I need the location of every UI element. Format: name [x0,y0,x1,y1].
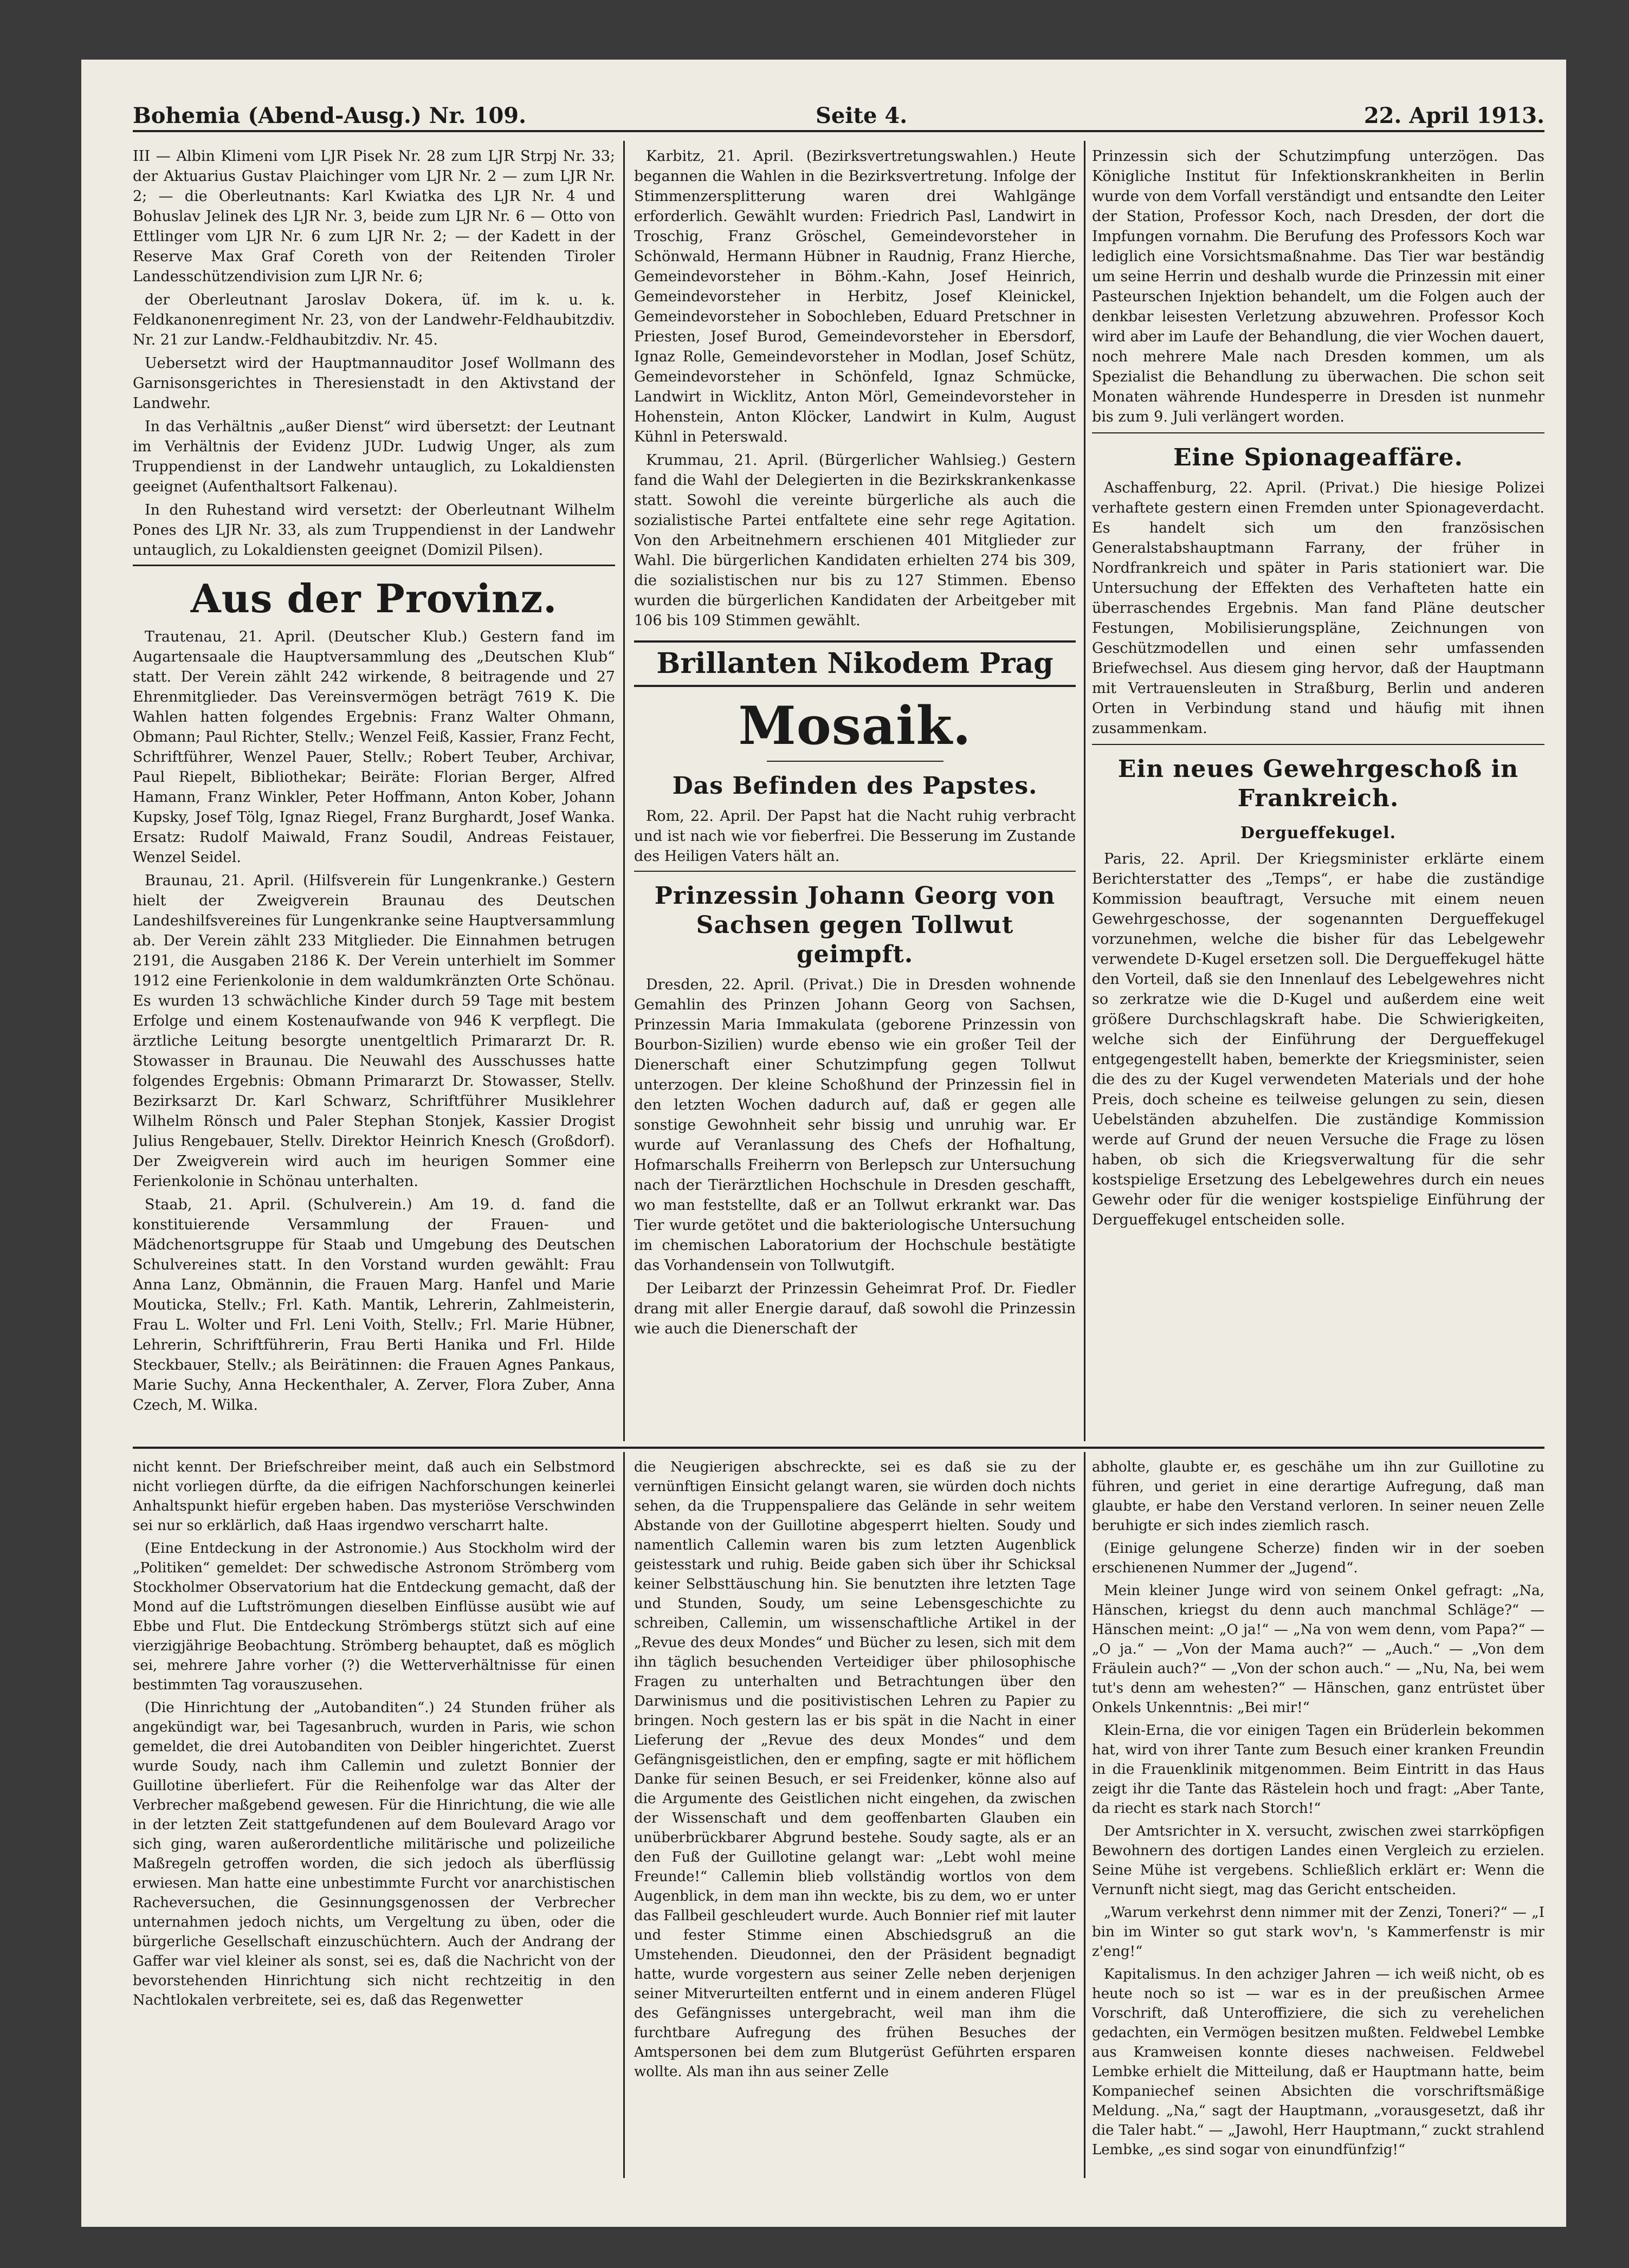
column-divider-1 [623,141,625,1441]
bottom-column-2 [634,1457,1076,2178]
article-paragraph: In das Verhältnis „außer Dienst“ wird übersetzt: der Leutnant im Verhältnis der Evidenz JUDr. Ludwig Unger, als zum Truppendienst in der Landwehr untauglich, zu Lokaldiensten geeignet (Aufenthaltsort Falkenau). [133,418,615,495]
article-staab: Staab, 21. April. (Schulverein.) Am 19. d. fand die konstituierende Versammlung der Frauen- und Mädchenortsgruppe für Staab und Umgebung des Deutschen Schulvereines statt. In den Vorstand wurden gewählt: Frau Anna Lanz, Obmännin, die Frauen Marg. Hanfel und Marie Mouticka, Stellv.; Frl. Kath. Mantik, Lehrerin, Zahlmeisterin, Frau L. Wolter und Frl. Leni Voith, Stellv.; Frl. Marie Hübner, Lehrerin, Schriftführerin, Frau Berti Hanika und Frl. Hilde Steckbauer, Stellv.; als Beirätinnen: die Frauen Agnes Pankaus, Marie Suchy, Anna Heckenthaler, A. Zerver, Flora Zuber, Anna Czech, M. Wilka. [133,1196,615,1414]
advertisement-banner: Brillanten Nikodem Prag [634,640,1076,687]
divider [133,565,615,566]
article-hinrichtung: (Die Hinrichtung der „Autobanditen“.) 24 Stunden früher als angekündigt war, bei Tagesanbruch, wurden in Paris, wie schon gemeldet, die drei Autobanditen von Deibler hingerichtet. Zuerst wurde Soudy, nach ihm Callemin und zuletzt Bonnier der Guillotine überliefert. Für die Reihenfolge war das Alter der Verbrecher maßgebend gewesen. Für die Hinrichtung, die wie alle in der letzten Zeit stattgefundenen auf dem Boulevard Arago vor sich ging, waren außerordentliche militärische und polizeiliche Maßregeln getroffen worden, die sich jedoch als überflüssig erwiesen. Man hatte eine unbestimmte Furcht vor anarchistischen Racheversuchen, die Gesinnungsgenossen der Verbrecher unternahmen jedoch nichts, um Vergeltung zu üben, oder die bürgerliche Gesellschaft einzuschüchtern. Auch der Andrang der Gaffer war viel kleiner als sonst, sei es, daß die Nachricht von der bevorstehenden Hinrichtung sich nicht rechtzeitig in den Nachtlokalen verbreitete, sei es, daß das Regenwetter [133,1700,615,2008]
article-paragraph: nicht kennt. Der Briefschreiber meint, daß auch ein Selbstmord nicht vorliegen dürfte, da die eifrigen Nachforschungen keinerlei Anhaltspunkt hiefür ergeben haben. Das mysteriöse Verschwinden sei nur so erklärlich, daß Haas irgendwo verscharrt halte. [133,1459,615,1534]
header-rule [133,130,1544,132]
column-divider-4 [1084,1452,1085,2178]
article-paragraph: die Neugierigen abschreckte, sei es daß sie zu der vernünftigen Einsicht gelangt waren, sie würden doch nichts sehen, da die Truppenspaliere das Gelände in sehr weitem Abstande von der Guillotine abgesperrt hielten. Soudy und namentlich Callemin waren bis zum letzten Augenblick geistesstark und ruhig. Beide gaben sich über ihr Schicksal keiner Selbsttäuschung hin. Sie benutzten ihre letzten Tage und Stunden, Soudy, um seine Lebensgeschichte zu schreiben, Callemin, um wissenschaftliche Artikel in der „Revue des deux Mondes“ und Bücher zu lesen, sich mit dem ihn täglich besuchenden Verteidiger über philosophische Fragen zu unterhalten und Betrachtungen über den Darwinismus und die positivistischen Lehren zu Papier zu bringen. Noch gestern las er bis spät in die Nacht in einer Lieferung der „Revue des deux Mondes“ und dem Gefängnisgeistlichen, den er empfing, sagte er mit höflichem Danke für seinen Besuch, er sei Freidenker, könne also auf die Argumente des Geistlichen nicht eingehen, da zwischen der Wissenschaft und dem geoffenbarten Glauben ein unüberbrückbarer Abgrund bestehe. Soudy sagte, als er an den Fuß der Guillotine gelangt war: „Lebt wohl meine Freunde!“ Callemin blieb vollständig wortlos von dem Augenblick, in dem man ihn weckte, bis zu dem, wo er unter das Fallbeil geschleudert wurde. Auch Bonnier rief mit lauter und fester Stimme einen Abschiedsgruß an die Umstehenden. Dieudonnei, den der Präsident begnadigt hatte, wurde vorgestern aus seiner Zelle neben derjenigen seiner Mitverurteilten entfernt und in einem anderen Flügel des Gefängnisses untergebracht, weil man ihm die furchtbare Aufregung des frühen Besuches der Amtspersonen bei dem zum Blutgerüst Geführten ersparen wollte. Als man ihn aus seiner Zelle [634,1459,1076,2080]
article-rom: Rom, 22. April. Der Papst hat die Nacht ruhig verbracht und ist nach wie vor fieberfrei. Die Besserung im Zustande des Heiligen Vaters hält an. [634,808,1076,865]
article-scherze: (Einige gelungene Scherze) finden wir in der soeben erschienenen Nummer der „Jugend“. [1092,1540,1544,1576]
joke-paragraph: Klein-Erna, die vor einigen Tagen ein Brüderlein bekommen hat, wird von ihrer Tante zum Besuch einer kranken Freundin in die Frauenklinik mitgenommen. Beim Eintritt in das Haus zeigt ihr die Tante das Rästelein hoch und fragt: „Aber Tante, da riecht es stark nach Storch!“ [1092,1722,1544,1817]
divider [767,761,943,762]
divider [1092,744,1544,745]
subheadline-kugel: Dergueffekugel. [1240,824,1397,843]
article-astronomie: (Eine Entdeckung in der Astronomie.) Aus Stockholm wird der „Politiken“ gemeldet: Der schwedische Astronom Strömberg vom Stockholmer Observatorium hat die Entdeckung gemacht, daß der Mond auf die Luftströmungen dieselben Einflüsse ausübt wie auf Ebbe und Flut. Die Entdeckung Strömbergs stützt sich auf eine vierzigjährige Beobachtung. Strömberg behauptet, daß es möglich sei, mehrere Jahre vorher (?) die Wetterverhältnisse für einen bestimmten Tag vorauszusehen. [133,1540,615,1693]
column-divider-3 [623,1452,625,2178]
article-continuation: Prinzessin sich der Schutzimpfung unterzögen. Das Königliche Institut für Infektionskrankheiten in Berlin wurde von dem Vorfall verständigt und entsandte den Leiter der Station, Professor Koch, nach Dresden, der dort die Impfungen vornahm. Die Berufung des Professors Koch war lediglich eine Vorsichtsmaßnahme. Das Tier war beständig um seine Herrin und deshalb wurde die Prinzessin mit einer Pasteurschen Injektion behandelt, um die Folgen auch der denkbar leisesten Verletzung abzuwehren. Professor Koch wird aber im Laufe der Behandlung, die vier Wochen dauert, noch mehrere Male nach Dresden kommen, um als Spezialist die Behandlung zu überwachen. Die schon seit Monaten währende Hundesperre in Dresden ist nunmehr bis zum 9. Juli verlängert worden. [1092,148,1544,425]
section-divider-rule [133,1447,1544,1449]
joke-paragraph: Der Amtsrichter in X. versucht, zwischen zwei starrköpfigen Bewohnern des dortigen Landes einen Vergleich zu erzielen. Seine Mühe ist vergebens. Schließlich erklärt er: Wenn die Vernunft nicht siegt, mag das Gericht entscheiden. [1092,1823,1544,1898]
section-heading-provinz: Aus der Provinz. [190,575,558,621]
newspaper-page [81,60,1566,2227]
article-paragraph: der Oberleutnant Jaroslav Dokera, üf. im k. u. k. Feldkanonenregiment Nr. 23, von der Landwehr-Feldhaubitzdiv. Nr. 21 zur Landw.-Feldhaubitzdiv. Nr. 45. [133,291,615,348]
divider [634,871,1076,872]
article-paragraph: In den Ruhestand wird versetzt: der Oberleutnant Wilhelm Pones des LJR Nr. 33, als zum Truppendienst in der Landwehr untauglich, zu Lokaldiensten geeignet (Domizil Pilsen). [133,502,615,559]
article-aschaffenburg: Aschaffenburg, 22. April. (Privat.) Die hiesige Polizei verhaftete gestern einen Fremden unter Spionageverdacht. Es handelt sich um den französischen Generalstabshauptmann Farrany, der früher in Nordfrankreich und später in Paris stationiert war. Die Untersuchung der Effekten des Verhafteten hatte ein überraschendes Ergebnis. Man fand Pläne deutscher Festungen, Mobilisierungspläne, Zeichnungen von Geschützmodellen und einen sehr umfassenden Briefwechsel. Aus diesem ging hervor, daß der Hauptmann mit Vertrauensleuten in Straßburg, Berlin und anderen Orten in Verbindung stand und häufig mit ihnen zusammenkam. [1092,479,1544,737]
section-heading-mosaik: Mosaik. [738,695,972,756]
masthead-title: Bohemia (Abend-Ausg.) Nr. 109. [133,103,527,128]
column-3 [1092,146,1544,1441]
article-paragraph: III — Albin Klimeni vom LJR Pisek Nr. 28 zum LJR Strpj Nr. 33; der Aktuarius Gustav Plaichinger vom LJR Nr. 2 — zum LJR Nr. 2; — die Oberleutnants: Karl Kwiatka des LJR Nr. 4 und Bohuslav Jelinek des LJR Nr. 3, beide zum LJR Nr. 6 — Otto von Ettlinger vom LJR Nr. 6 zum LJR Nr. 2; — der Kadett in der Reserve Max Graf Coreth von der Reitenden Tiroler Landesschützendivision zum LJR Nr. 6; [133,148,615,285]
page-header [133,103,1544,146]
article-karbitz: Karbitz, 21. April. (Bezirksvertretungswahlen.) Heute begannen die Wahlen in die Bezirksvertretung. Infolge der Stimmenzersplitterung waren drei Wahlgänge erforderlich. Gewählt wurden: Friedrich Pasl, Landwirt in Troschig, Franz Gröschel, Gemeindevorsteher in Schönwald, Hermann Hübner in Raudnig, Franz Hierche, Gemeindevorsteher in Böhm.-Kahn, Josef Heinrich, Gemeindevorsteher in Herbitz, Josef Kleinickel, Gemeindevorsteher in Sobochleben, Eduard Pretschner in Priesten, Josef Burod, Gemeindevorsteher in Ebersdorf, Ignaz Rolle, Gemeindevorsteher in Modlan, Josef Schütz, Gemeindevorsteher in Schönfeld, Ignaz Schmücke, Landwirt in Wicklitz, Anton Mörl, Gemeindevorsteher in Hohenstein, Anton Klöcker, Landwirt in Kulm, August Kühnl in Peterswald. [634,148,1076,445]
headline-gewehrgeschoss: Ein neues Gewehrgeschoß in Frankreich. [1117,755,1519,812]
column-divider-2 [1084,141,1085,1441]
joke-paragraph: „Warum verkehrst denn nimmer mit der Zenzi, Toneri?“ — „I bin im Winter so gut stark wov'n, 's Kammerfenstr is mir z'eng!“ [1092,1904,1544,1960]
article-leibarzt: Der Leibarzt der Prinzessin Geheimrat Prof. Dr. Fiedler drang mit aller Energie darauf, daß sowohl die Prinzessin wie auch die Dienerschaft der [634,1280,1076,1337]
article-trautenau: Trautenau, 21. April. (Deutscher Klub.) Gestern fand im Augartensaale die Hauptversammlung des „Deutschen Klub“ statt. Der Verein zählt 242 wirkende, 8 beitragende und 27 Ehrenmitglieder. Das Vereinsvermögen beträgt 7619 K. Die Wahlen hatten folgendes Ergebnis: Franz Walter Ohmann, Obmann; Paul Richter, Stellv.; Wenzel Feiß, Kassier, Franz Fecht, Schriftführer, Wenzel Pauer, Stellv.; Robert Teuber, Archivar, Paul Riepelt, Bibliothekar; Beiräte: Florian Berger, Alfred Hamann, Franz Winkler, Peter Hoffmann, Anton Kober, Johann Kupsky, Josef Tölg, Ignaz Riegel, Franz Burghardt, Josef Wanka. Ersatz: Rudolf Maiwald, Franz Soudil, Andreas Feistauer, Wenzel Seidel. [133,628,615,866]
article-paragraph: abholte, glaubte er, es geschähe um ihn zur Guillotine zu führen, und geriet in eine derartige Aufregung, daß man glaubte, er habe den Verstand verloren. In seiner neuen Zelle beruhigte er sich indes ziemlich rasch. [1092,1459,1544,1534]
article-paris: Paris, 22. April. Der Kriegsminister erklärte einem Berichterstatter des „Temps“, er habe die zuständige Kommission beauftragt, Versuche mit einem neuen Gewehrgeschosse, der sogenannten Dergueffekugel vorzunehmen, welche die bisher für das Lebelgewehr verwendete D-Kugel ersetzen soll. Die Dergueffekugel hätte den Vorteil, daß sie den Innenlauf des Lebelgewehres nicht so zerkratze wie die D-Kugel und außerdem eine weit größere Durchschlagskraft habe. Die Schwierigkeiten, welche sich der Einführung der Dergueffekugel entgegengestellt haben, bemerkte der Kriegsminister, seien die des zu der Kugel verwendeten Materials und der hohe Preis, doch scheine es teilweise gelungen zu sein, diesen Uebelständen abzuhelfen. Die zuständige Kommission werde auf Grund der neuen Versuche die Frage zu lösen haben, ob sich die Kriegsverwaltung für die sehr kostspielige Ersetzung des Lebelgewehres durch ein neues Gewehr oder für die weniger kostspielige Einführung der Dergueffekugel entscheiden solle. [1092,851,1544,1228]
column-2 [634,146,1076,1441]
page-number: Seite 4. [816,103,908,128]
headline-papst: Das Befinden des Papstes. [672,772,1038,800]
divider [1092,432,1544,433]
joke-paragraph: Kapitalismus. In den achziger Jahren — ich weiß nicht, ob es heute noch so ist — war es in der preußischen Armee Vorschrift, daß Unteroffiziere, die sich zu verehelichen gedachten, ein Vermögen besitzen mußten. Feldwebel Lembke aus Kramweisen konnte dieses nachweisen. Feldwebel Lembke erhielt die Mitteilung, daß er Hauptmann hatte, beim Kompaniechef seinen Absichten die vorschriftsmäßige Meldung. „Na,“ sagt der Hauptmann, „vorausgesetzt, daß ihr die Taler habt.“ — „Jawohl, Herr Hauptmann,“ zuckt strahlend Lembke, „es sind sogar von einundfünfzig!“ [1092,1966,1544,2158]
article-paragraph: Uebersetzt wird der Hauptmannauditor Josef Wollmann des Garnisonsgerichtes in Theresienstadt in den Aktivstand der Landwehr. [133,355,615,412]
bottom-column-3 [1092,1457,1544,2178]
article-dresden: Dresden, 22. April. (Privat.) Die in Dresden wohnende Gemahlin des Prinzen Johann Georg von Sachsen, Prinzessin Maria Immakulata (geborene Prinzessin von Bourbon-Sizilien) wurde ebenso wie ein großer Teil der Dienerschaft einer Schutzimpfung gegen Tollwut unterzogen. Der kleine Schoßhund der Prinzessin fiel in den letzten Wochen dadurch auf, daß er gegen alle sonstige Gewohnheit sehr bissig und unruhig war. Er wurde auf Veranlassung des Chefs der Hofhaltung, Hofmarschalls Freiherrn von Berlepsch zur Untersuchung nach der Tierärztlichen Hochschule in Dresden geschafft, wo man feststellte, daß er an Tollwut erkrankt war. Das Tier wurde getötet und die bakteriologische Untersuchung im chemischen Laboratorium der Hochschule bestätigte das Vorhandensein von Tollwutgift. [634,976,1076,1274]
headline-tollwut: Prinzessin Johann Georg von Sachsen gegen Tollwut geimpft. [654,882,1056,968]
article-braunau: Braunau, 21. April. (Hilfsverein für Lungenkranke.) Gestern hielt der Zweigverein Braunau des Deutschen Landeshilfsvereines für Lungenkranke seine Hauptversammlung ab. Der Verein zählt 233 Mitglieder. Die Einnahmen betrugen 2191, die Ausgaben 2186 K. Der Verein unterhielt im Sommer 1912 eine Ferienkolonie in dem waldumkränzten Orte Schönau. Es wurden 13 schwächliche Kinder durch 59 Tage mit bestem Erfolge und einem Kostenaufwande von 946 K verpflegt. Die ärztliche Leitung besorgte unentgeltlich Primararzt Dr. R. Stowasser in Braunau. Die Neuwahl des Ausschusses hatte folgendes Ergebnis: Obmann Primararzt Dr. Stowasser, Stellv. Bezirksarzt Dr. Karl Schwarz, Schriftführer Musiklehrer Wilhelm Rönsch und Paler Stephan Stonjek, Kassier Drogist Julius Rengebauer, Stellv. Direktor Heinrich Knesch (Großdorf). Der Zweigverein wird auch im heurigen Sommer eine Ferienkolonie in Schönau unterhalten. [133,872,615,1190]
joke-paragraph: Mein kleiner Junge wird von seinem Onkel gefragt: „Na, Hänschen, kriegst du denn auch manchmal Schläge?“ — Hänschen meint: „O ja!“ — „Na von wem denn, vom Papa?“ — „O ja.“ — „Von der Mama auch?“ — „Auch.“ — „Von dem Fräulein auch?“ — „Von der schon auch.“ — „Nu, Na, bei wem tut's denn am wehesten?“ — Hänschen, ganz entrüstet über Onkels Unkenntnis: „Bei mir!“ [1092,1583,1544,1716]
column-1 [133,146,615,1441]
headline-spionage: Eine Spionageaffäre. [1173,444,1463,471]
bottom-column-1 [133,1457,615,2178]
issue-date: 22. April 1913. [1363,103,1544,128]
article-krumau: Krummau, 21. April. (Bürgerlicher Wahlsieg.) Gestern fand die Wahl der Delegierten in die Bezirkskrankenkasse statt. Sowohl die vereinte bürgerliche als auch die sozialistische Partei entfaltete eine sehr rege Agitation. Von den Arbeitnehmern erschienen 401 Mitglieder zur Wahl. Die bürgerlichen Kandidaten erhielten 274 bis 309, die sozialistischen nur bis zu 127 Stimmen. Ebenso wurden die bürgerlichen Kandidaten der Arbeitgeber mit 106 bis 109 Stimmen gewählt. [634,452,1076,629]
